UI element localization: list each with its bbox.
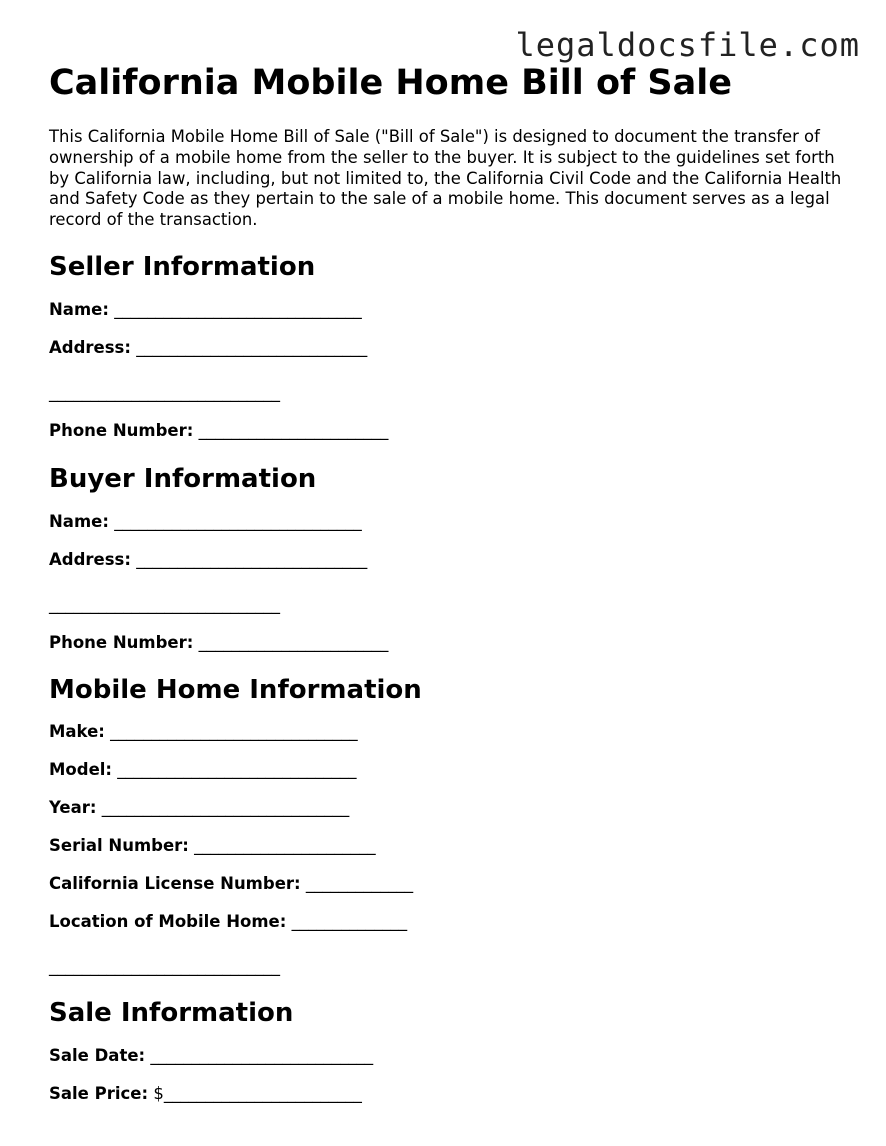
document-title: California Mobile Home Bill of Sale [49,63,732,103]
sale-date-field[interactable] [49,1046,849,1066]
buyer-section [49,463,849,653]
make-field[interactable] [49,722,849,742]
sale-date-line[interactable]: ___________________________ [150,1045,374,1065]
buyer-address-line[interactable]: ____________________________ [136,549,368,569]
buyer-address-line-2[interactable]: ____________________________ [49,594,280,614]
license-number-field[interactable] [49,874,849,894]
mobile-home-section [49,674,849,977]
seller-section [49,251,849,441]
make-line[interactable]: ______________________________ [110,721,358,741]
sale-heading: Sale Information [49,997,294,1028]
intro-paragraph: This California Mobile Home Bill of Sale ("Bill of Sale") is designed to document the transfer of ownership of a mobile home from the seller to the buyer. It is subject to the guidelines set forth by California law, including, but not limited to, the California Civil Code and the California Health and Safety Code as they pertain to the sale of a mobile home. This document serves as a legal record of the transaction. [49,127,842,230]
seller-name-label: Name: [49,299,109,319]
model-label: Model: [49,759,113,779]
seller-heading: Seller Information [49,251,316,282]
year-label: Year: [49,797,97,817]
make-label: Make: [49,721,105,741]
watermark-text: legaldocsfile.com [515,26,860,64]
seller-address-line-2[interactable]: ____________________________ [49,382,280,402]
location-line[interactable]: ______________ [291,911,408,931]
buyer-name-label: Name: [49,511,109,531]
buyer-address-field[interactable] [49,550,849,570]
buyer-phone-line[interactable]: _______________________ [198,632,389,652]
sale-price-field[interactable] [49,1084,849,1104]
seller-name-line[interactable]: ______________________________ [114,299,362,319]
buyer-address-label: Address: [49,549,131,569]
seller-address-line[interactable]: ____________________________ [136,337,368,357]
seller-address-field[interactable] [49,338,849,358]
seller-phone-field[interactable] [49,421,849,441]
buyer-name-field[interactable] [49,512,849,532]
license-number-label: California License Number: [49,873,301,893]
sale-section [49,997,849,1104]
year-line[interactable]: ______________________________ [101,797,350,817]
seller-phone-line[interactable]: _______________________ [198,420,389,440]
mobile-home-heading: Mobile Home Information [49,674,422,705]
serial-number-line[interactable]: ______________________ [194,835,376,855]
location-label: Location of Mobile Home: [49,911,287,931]
buyer-heading: Buyer Information [49,463,317,494]
serial-number-label: Serial Number: [49,835,189,855]
year-field[interactable] [49,798,849,818]
seller-address-label: Address: [49,337,131,357]
sale-price-line[interactable]: $________________________ [153,1083,362,1103]
serial-number-field[interactable] [49,836,849,856]
sale-date-label: Sale Date: [49,1045,146,1065]
location-field[interactable] [49,912,849,932]
document-page [49,60,849,1104]
seller-name-field[interactable] [49,300,849,320]
sale-price-label: Sale Price: [49,1083,149,1103]
buyer-phone-field[interactable] [49,633,849,653]
model-field[interactable] [49,760,849,780]
location-line-2[interactable]: ____________________________ [49,956,280,976]
model-line[interactable]: _____________________________ [117,759,357,779]
license-number-line[interactable]: _____________ [305,873,414,893]
buyer-name-line[interactable]: ______________________________ [114,511,362,531]
buyer-phone-label: Phone Number: [49,632,194,652]
seller-phone-label: Phone Number: [49,420,194,440]
